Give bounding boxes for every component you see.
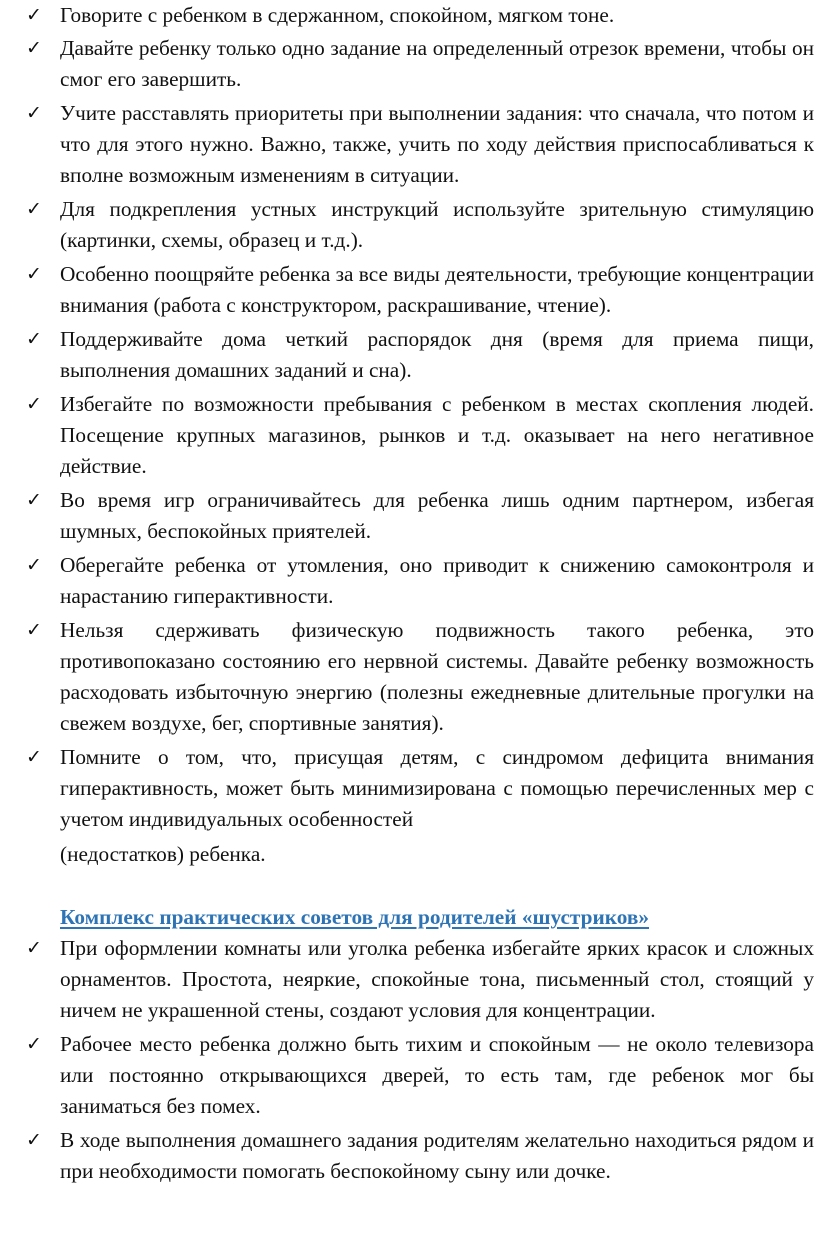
list-item-text: Оберегайте ребенка от утомления, оно приводит к снижению самоконтроля и нарастанию гиперактивности.	[60, 553, 814, 608]
advice-list	[26, 0, 814, 835]
checkmark-icon: ✓	[26, 619, 42, 641]
checkmark-icon: ✓	[26, 328, 42, 350]
list-item	[26, 0, 814, 31]
checkmark-icon: ✓	[26, 37, 42, 59]
checkmark-icon: ✓	[26, 263, 42, 285]
list-item-text: Рабочее место ребенка должно быть тихим и спокойным — не около телевизора или постоянно открывающихся дверей, то есть там, где ребенок мог бы заниматься без помех.	[60, 1032, 814, 1118]
list-item	[26, 389, 814, 482]
list-item	[26, 742, 814, 835]
list-item	[26, 485, 814, 547]
list-item	[26, 324, 814, 386]
list-item	[26, 550, 814, 612]
checkmark-icon: ✓	[26, 1033, 42, 1055]
list-item-text: Особенно поощряйте ребенка за все виды деятельности, требующие концентрации внимания (работа с конструктором, раскрашивание, чтение).	[60, 262, 814, 317]
list-item-text: Поддерживайте дома четкий распорядок дня (время для приема пищи, выполнения домашних заданий и сна).	[60, 327, 814, 382]
list-item-text: В ходе выполнения домашнего задания родителям желательно находиться рядом и при необходимости помогать беспокойному сыну или дочке.	[60, 1128, 814, 1183]
list-item-text: Говорите с ребенком в сдержанном, спокойном, мягком тоне.	[60, 3, 615, 27]
checkmark-icon: ✓	[26, 1129, 42, 1151]
list-item	[26, 259, 814, 321]
checkmark-icon: ✓	[26, 393, 42, 415]
list-item	[26, 98, 814, 191]
list-item-text: Нельзя сдерживать физическую подвижность такого ребенка, это противопоказано состоянию его нервной системы. Давайте ребенку возможность расходовать избыточную энергию (полезны ежедневные длительные прогулки на свежем воздухе, бег, спортивные занятия).	[60, 618, 814, 735]
practical-advice-list	[26, 933, 814, 1187]
checkmark-icon: ✓	[26, 554, 42, 576]
list-item-text: Для подкрепления устных инструкций используйте зрительную стимуляцию (картинки, схемы, образец и т.д.).	[60, 197, 814, 252]
list-item	[26, 194, 814, 256]
list-item-text: Давайте ребенку только одно задание на определенный отрезок времени, чтобы он смог его завершить.	[60, 36, 814, 91]
list-item-text: Избегайте по возможности пребывания с ребенком в местах скопления людей. Посещение крупных магазинов, рынков и т.д. оказывает на него негативное действие.	[60, 392, 814, 478]
checkmark-icon: ✓	[26, 198, 42, 220]
list-item-text: При оформлении комнаты или уголка ребенка избегайте ярких красок и сложных орнаментов. Простота, неяркие, спокойные тона, письменный стол, стоящий у ничем не украшенной стены, создают условия для концентрации.	[60, 936, 814, 1022]
checkmark-icon: ✓	[26, 102, 42, 124]
list-item-continuation: (недостатков) ребенка.	[60, 842, 266, 866]
list-item	[26, 933, 814, 1026]
checkmark-icon: ✓	[26, 746, 42, 768]
list-item	[26, 615, 814, 739]
list-item-text: Учите расставлять приоритеты при выполнении задания: что сначала, что потом и что для этого нужно. Важно, также, учить по ходу действия приспосабливаться к вполне возможным изменениям в ситуации.	[60, 101, 814, 187]
list-item-text: Во время игр ограничивайтесь для ребенка лишь одним партнером, избегая шумных, беспокойных приятелей.	[60, 488, 814, 543]
section-heading: Комплекс практических советов для родителей «шустриков»	[60, 905, 649, 929]
list-item	[26, 1029, 814, 1122]
checkmark-icon: ✓	[26, 937, 42, 959]
list-item-text: Помните о том, что, присущая детям, с синдромом дефицита внимания гиперактивность, может быть минимизирована с помощью перечисленных мер с учетом индивидуальных особенностей	[60, 745, 814, 831]
list-item	[26, 33, 814, 95]
list-item	[26, 1125, 814, 1187]
checkmark-icon: ✓	[26, 4, 42, 26]
checkmark-icon: ✓	[26, 489, 42, 511]
